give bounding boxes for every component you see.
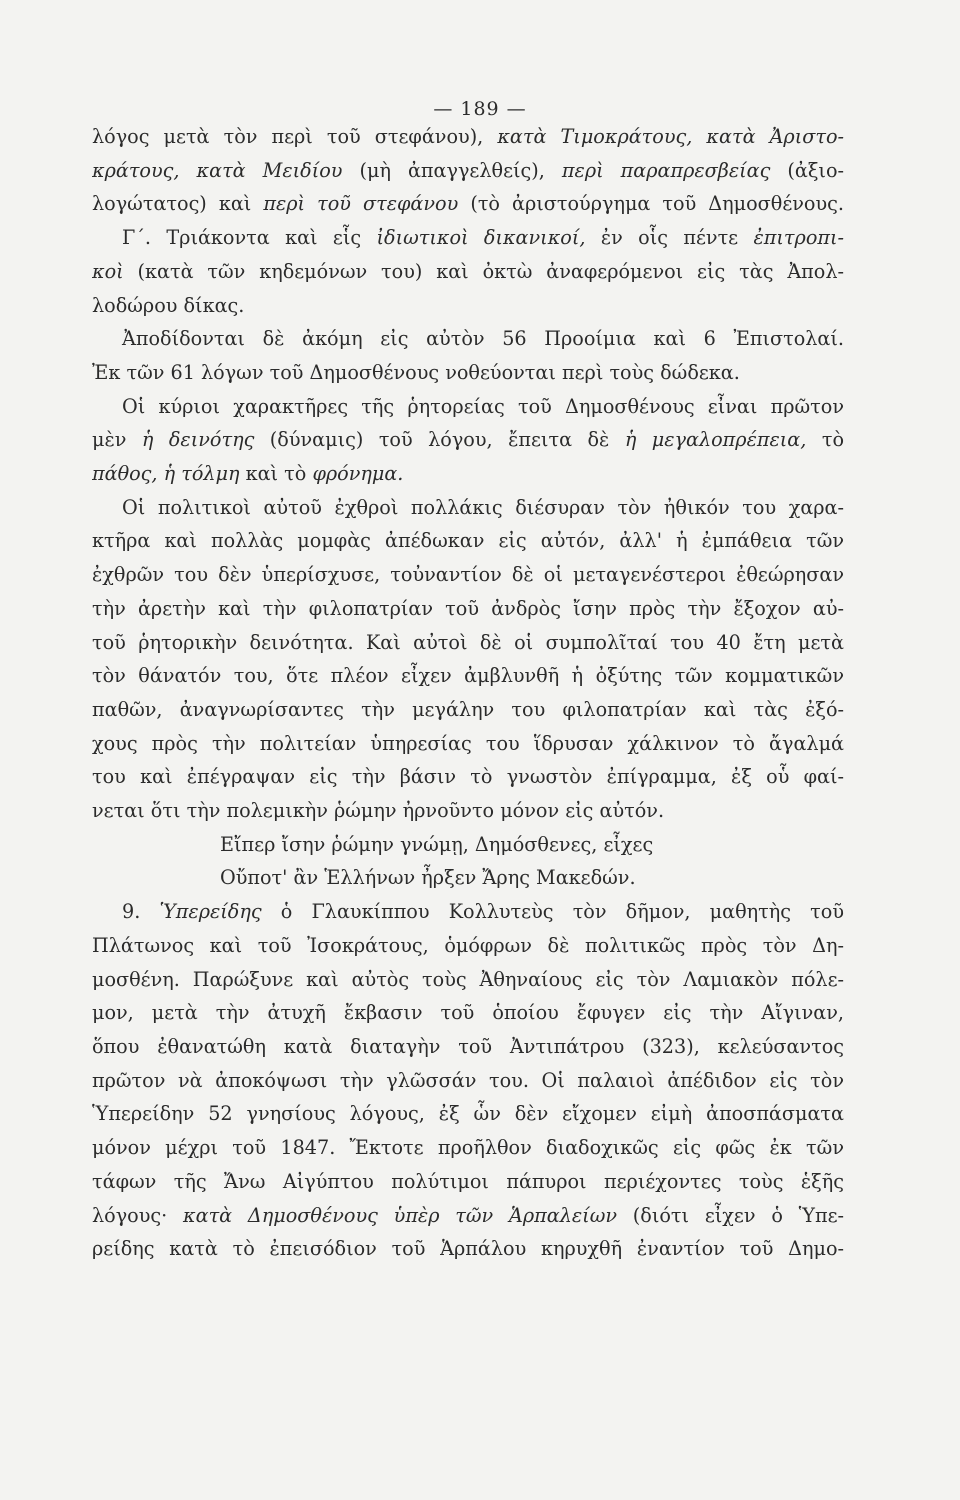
text-line (92, 693, 844, 727)
text-segment: κτῆρα καὶ πολλὰς μομφὰς ἀπέδωκαν εἰς αὐτόν, ἀλλ' ἡ ἐμπάθεια τῶν (92, 529, 844, 553)
page-number: — 189 — (433, 98, 527, 120)
text-segment: (δύναμις) τοῦ λόγου, ἔπειτα δὲ (269, 428, 625, 452)
text-segment: μὲν (92, 428, 142, 452)
text-segment: τὴν ἀρετὴν καὶ τὴν φιλοπατρίαν τοῦ ἀνδρὸς ἴσην πρὸς τὴν ἔξοχον αὐ- (92, 596, 844, 620)
text-line (92, 1199, 844, 1233)
italic-segment: περὶ παραπρεσβείας (561, 158, 788, 182)
italic-segment: κατὰ Δημοσθένους ὑπὲρ τῶν Ἁρπαλείων (183, 1203, 633, 1227)
text-segment: Ἐκ τῶν 61 λόγων τοῦ Δημοσθένους νοθεύονται περὶ τοὺς δώδεκα. (92, 360, 740, 384)
text-segment: 9. (122, 900, 160, 924)
text-line (92, 423, 844, 457)
verse-line (92, 828, 844, 862)
text-line (92, 794, 844, 828)
text-segment: Πλάτωνος καὶ τοῦ Ἰσοκράτους, ὁμόφρων δὲ πολιτικῶς πρὸς τὸν Δη- (92, 933, 844, 957)
text-segment: λόγος μετὰ τὸν περὶ τοῦ στεφάνου), (92, 125, 498, 148)
text-segment: μοσθένη. Παρώξυνε καὶ αὐτὸς τοὺς Ἀθηναίους εἰς τὸν Λαμιακὸν πόλε- (92, 967, 844, 991)
text-line (92, 120, 844, 154)
text-line (92, 322, 844, 356)
text-segment: ὅπου ἐθανατώθη κατὰ διαταγὴν τοῦ Ἀντιπάτρου (323), κελεύσαντος (92, 1034, 844, 1058)
italic-segment: ἡ δεινότης (141, 428, 270, 452)
italic-segment: ἡ μεγαλοπρέπεια, (624, 428, 822, 452)
italic-segment: κοὶ (92, 259, 138, 283)
text-segment: Οἱ κύριοι χαρακτῆρες τῆς ῥητορείας τοῦ Δημοσθένους εἶναι πρῶτον (122, 394, 844, 418)
text-line (92, 1097, 844, 1131)
text-segment: (τὸ ἀριστούργημα τοῦ Δημοσθένους. (470, 192, 844, 216)
text-segment: μόνον μέχρι τοῦ 1847. Ἔκτοτε προῆλθον διαδοχικῶς εἰς φῶς ἐκ τῶν (92, 1136, 844, 1160)
text-line (92, 356, 844, 390)
text-line (92, 760, 844, 794)
text-segment: τὸν θάνατόν του, ὅτε πλέον εἶχεν ἀμβλυνθῆ ἡ ὀξύτης τῶν κομματικῶν (92, 664, 844, 688)
text-line (92, 289, 844, 323)
text-segment: ὁ Γλαυκίππου Κολλυτεὺς τὸν δῆμον, μαθητὴς τοῦ (280, 900, 844, 924)
text-segment: τοῦ ῥητορικὴν δεινότητα. Καὶ αὐτοὶ δὲ οἱ συμπολῖταί του 40 ἔτη μετὰ (92, 630, 844, 654)
text-segment: Οὔποτ' ἂν Ἑλλήνων ἦρξεν Ἄρης Μακεδών. (220, 866, 636, 890)
text-line (92, 390, 844, 424)
text-segment: Ὑπερείδην 52 γνησίους λόγους, ἐξ ὧν δὲν εἴχομεν εἰμὴ ἀποσπάσματα (92, 1102, 844, 1126)
text-segment: νεται ὅτι τὴν πολεμικὴν ῥώμην ἠρνοῦντο μόνον εἰς αὐτόν. (92, 799, 665, 823)
text-segment: (ἀξιο- (787, 158, 844, 182)
text-line (92, 154, 844, 188)
text-line (92, 592, 844, 626)
italic-segment: πάθος, ἡ τόλμη (92, 462, 246, 486)
text-line (92, 491, 844, 525)
text-line (92, 963, 844, 997)
text-line (92, 895, 844, 929)
text-segment: λογώτατος) καὶ (92, 192, 264, 216)
text-line (92, 524, 844, 558)
italic-segment: περὶ τοῦ στεφάνου (263, 192, 471, 216)
text-line (92, 929, 844, 963)
italic-segment: κατὰ Τιμοκράτους, κατὰ Ἀριστο- (497, 125, 844, 148)
text-segment: χους πρὸς τὴν πολιτείαν ὑπηρεσίας του ἵδρυσαν χάλκινον τὸ ἄγαλμά (92, 731, 844, 755)
text-line (92, 727, 844, 761)
text-segment: παθῶν, ἀναγνωρίσαντες τὴν μεγάλην του φιλοπατρίαν καὶ τὰς ἐξό- (92, 697, 844, 721)
italic-segment: ἐπιτροπι- (753, 226, 844, 250)
verse-line (92, 861, 844, 895)
text-segment: (διότι εἶχεν ὁ Ὑπε- (632, 1203, 844, 1227)
text-line (92, 457, 844, 491)
text-line (92, 1131, 844, 1165)
text-line (92, 255, 844, 289)
text-line (92, 1165, 844, 1199)
text-line (92, 221, 844, 255)
text-segment: ρείδης κατὰ τὸ ἐπεισόδιον τοῦ Ἁρπάλου κηρυχθῆ ἐναντίον τοῦ Δημο- (92, 1237, 844, 1261)
text-line (92, 187, 844, 221)
text-segment: ἐν οἷς πέντε (600, 226, 754, 250)
italic-segment: φρόνημα. (312, 462, 404, 486)
text-segment: καὶ τὸ (245, 462, 313, 486)
text-segment: τὸ (821, 428, 844, 452)
text-line (92, 996, 844, 1030)
text-segment: του καὶ ἐπέγραψαν εἰς τὴν βάσιν τὸ γνωστὸν ἐπίγραμμα, ἐξ οὗ φαί- (92, 765, 844, 789)
text-segment: (μὴ ἀπαγγελθείς), (359, 158, 562, 182)
text-line (92, 1232, 844, 1266)
text-segment: ἐχθρῶν του δὲν ὑπερίσχυσε, τοὐναντίον δὲ οἱ μεταγενέστεροι ἐθεώρησαν (92, 563, 844, 587)
italic-segment: Ὑπερείδης (159, 900, 281, 924)
text-line (92, 626, 844, 660)
text-segment: Εἴπερ ἴσην ῥώμην γνώμῃ, Δημόσθενες, εἶχες (220, 832, 654, 856)
text-segment: Ἀποδίδονται δὲ ἀκόμη εἰς αὐτὸν 56 Προοίμια καὶ 6 Ἐπιστολαί. (122, 327, 844, 351)
italic-segment: κράτους, κατὰ Μειδίου (92, 158, 360, 182)
text-line (92, 659, 844, 693)
text-line (92, 558, 844, 592)
text-line (92, 1030, 844, 1064)
text-segment: πρῶτον νὰ ἀποκόψωσι τὴν γλῶσσάν του. Οἱ παλαιοὶ ἀπέδιδον εἰς τὸν (92, 1068, 844, 1092)
text-segment: Γ´. Τριάκοντα καὶ εἷς (122, 226, 377, 250)
italic-segment: ἰδιωτικοὶ δικανικοί, (376, 226, 601, 250)
text-segment: τάφων τῆς Ἄνω Αἰγύπτου πολύτιμοι πάπυροι περιέχοντες τοὺς ἑξῆς (92, 1169, 844, 1193)
body-text (92, 120, 844, 1266)
text-segment: (κατὰ τῶν κηδεμόνων του) καὶ ὀκτὼ ἀναφερόμενοι εἰς τὰς Ἀπολ- (137, 259, 844, 283)
text-line (92, 1064, 844, 1098)
text-segment: μον, μετὰ τὴν ἀτυχῆ ἔκβασιν τοῦ ὁποίου ἔφυγεν εἰς τὴν Αἴγιναν, (92, 1001, 844, 1025)
text-segment: Οἱ πολιτικοὶ αὐτοῦ ἐχθροὶ πολλάκις διέσυραν τὸν ἠθικόν του χαρα- (122, 495, 844, 519)
text-segment: λοδώρου δίκας. (92, 293, 245, 317)
text-segment: λόγους· (92, 1203, 184, 1227)
